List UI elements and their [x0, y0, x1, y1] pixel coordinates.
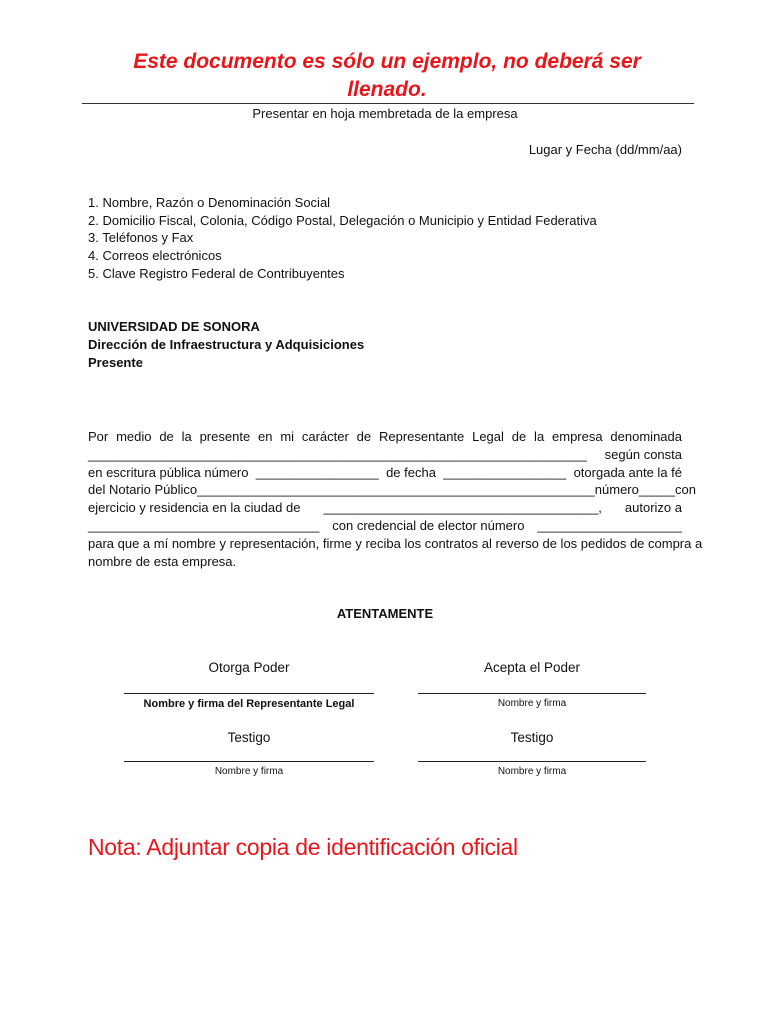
grantor-caption: Nombre y firma del Representante Legal — [143, 698, 355, 710]
witness1-signature — [124, 730, 374, 777]
list-item: 2. Domicilio Fiscal, Colonia, Código Postal, Delegación o Municipio y Entidad Federativa — [88, 212, 597, 228]
list-item: 4. Correos electrónicos — [88, 248, 222, 264]
addressee-institution: UNIVERSIDAD DE SONORA — [88, 319, 260, 334]
body-text-segment: con credencial de elector número — [332, 517, 525, 533]
list-item: 5. Clave Registro Federal de Contribuyentes — [88, 265, 345, 281]
body-text-segment: Por medio de la presente en mi carácter de Representante Legal de la empresa denominada — [88, 429, 682, 444]
body-text-segment: de fecha — [386, 464, 436, 480]
grantor-signature-line — [124, 693, 374, 694]
sample-warning-line2: llenado. — [347, 78, 427, 101]
addressee-greeting: Presente — [88, 355, 143, 370]
body-text-segment: en escritura pública número — [88, 464, 249, 480]
witness2-signature-line — [418, 761, 646, 762]
letterhead-instruction: Presentar en hoja membretada de la empresa — [252, 106, 518, 121]
sample-warning-line1: Este documento es sólo un ejemplo, no deberá ser — [133, 50, 641, 73]
body-line — [88, 428, 682, 446]
notary-name-blank: _______________________________________________________ — [197, 482, 595, 498]
place-date-line: Lugar y Fecha (dd/mm/aa) — [528, 142, 682, 157]
notary-number-blank: _____ — [638, 482, 676, 498]
body-text-segment: del Notario Público — [88, 482, 198, 498]
requirements-list — [88, 194, 597, 283]
addressee-block — [88, 318, 364, 372]
sample-warning — [82, 48, 692, 104]
body-text-segment: otorgada ante la fé — [573, 464, 682, 480]
power-of-attorney-body — [88, 428, 703, 570]
attachment-note: Nota: Adjuntar copia de identificación oficial — [88, 834, 518, 860]
closing-phrase: ATENTAMENTE — [336, 606, 434, 621]
body-line — [88, 517, 682, 535]
witness2-label: Testigo — [510, 730, 554, 745]
body-text-segment: para que a mí nombre y representación, firme y reciba los contratos al reverso de los pedidos de compra a — [88, 535, 703, 551]
authorized-person-blank: ________________________________ — [88, 517, 320, 533]
witness2-caption: Nombre y firma — [497, 766, 567, 777]
company-name-blank: _____________________________________________________________________ — [88, 446, 587, 462]
body-text-segment: autorizo a — [624, 500, 682, 516]
body-line — [88, 481, 696, 499]
witness1-signature-line — [124, 761, 374, 762]
acceptor-signature-line — [418, 693, 646, 694]
city-blank: ______________________________________, — [323, 500, 602, 516]
witness1-caption: Nombre y firma — [214, 766, 284, 777]
body-text-segment: con — [675, 482, 696, 498]
header-rule — [82, 103, 694, 104]
body-line — [88, 535, 703, 553]
acceptor-caption: Nombre y firma — [497, 698, 567, 709]
grantor-label: Otorga Poder — [208, 660, 290, 675]
deed-date-blank: _________________ — [443, 464, 567, 480]
body-text-segment: según consta — [604, 446, 682, 462]
body-line — [88, 499, 682, 517]
grantor-signature — [124, 660, 374, 710]
acceptor-label: Acepta el Poder — [483, 660, 581, 675]
voter-id-blank: ____________________ — [537, 517, 682, 533]
list-item: 3. Teléfonos y Fax — [88, 230, 194, 246]
witness2-signature — [418, 730, 646, 777]
body-text-segment: número — [594, 482, 639, 498]
acceptor-signature — [418, 660, 646, 709]
witness1-label: Testigo — [227, 730, 271, 745]
body-text-segment: ejercicio y residencia en la ciudad de — [88, 500, 301, 516]
deed-number-blank: _________________ — [255, 464, 379, 480]
body-line — [88, 446, 682, 464]
body-line: nombre de esta empresa. — [88, 553, 237, 569]
body-line — [88, 464, 682, 482]
list-item: 1. Nombre, Razón o Denominación Social — [88, 195, 331, 210]
addressee-department: Dirección de Infraestructura y Adquisiciones — [88, 337, 365, 352]
